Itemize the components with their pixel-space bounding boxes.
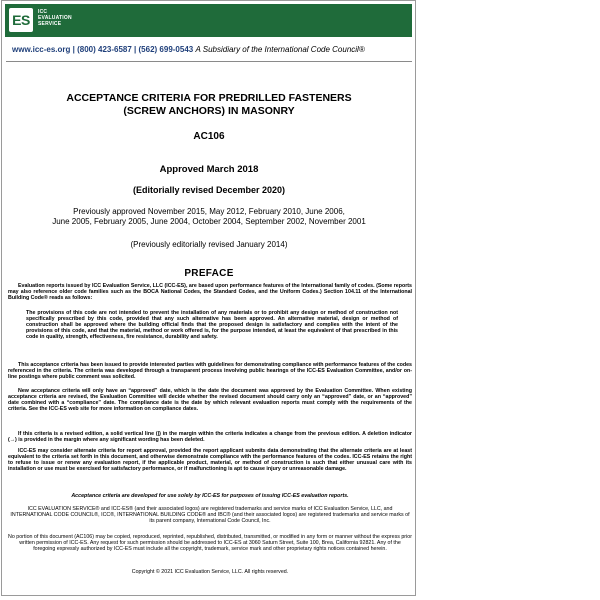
previously-approved-line-2: June 2005, February 2005, June 2004, October 2004, September 2002, November 2001 xyxy=(52,217,366,226)
preface-heading: PREFACE xyxy=(184,268,234,279)
contact-row xyxy=(12,45,412,54)
document-page xyxy=(1,0,416,596)
previously-approved-line-1: Previously approved November 2015, May 2012, February 2010, June 2006, xyxy=(73,207,345,216)
preface-paragraph-5: ICC-ES may consider alternate criteria for report approval, provided the report applicant submits data demonstrating that the alternate criteria are at least equivalent to the criteria set forth in this document, and otherwise demonstrate compliance with the performance features of the codes. ICC-ES retains the right to refuse to issue or renew any evaluation report, if the applicable product, material, or method of construction is such that either unusual care with its installation or use must be exercised for satisfactory performance, or if malfunctioning is apt to cause injury or unreasonable damage. xyxy=(8,448,412,473)
logo-letters: ES xyxy=(12,12,30,28)
document-title xyxy=(12,92,406,118)
copyright-line: Copyright © 2021 ICC Evaluation Service, LLC. All rights reserved. xyxy=(131,569,289,575)
editorially-revised-date: (Editorially revised December 2020) xyxy=(132,185,286,195)
header-divider xyxy=(6,61,412,62)
preface-paragraph-4: If this criteria is a revised edition, a solid vertical line (|) in the margin within the criteria indicates a change from the previous edition. A deletion indicator (→) is provided in the margin where any significant wording has been deleted. xyxy=(8,431,412,444)
logo-line-1: ICC xyxy=(38,9,48,15)
title-line-2: (SCREW ANCHORS) IN MASONRY xyxy=(123,105,295,117)
logo-line-2: EVALUATION xyxy=(38,15,72,21)
website-link[interactable]: www.icc-es.org xyxy=(12,45,71,54)
logo-line-3: SERVICE xyxy=(38,21,62,27)
usage-note: Acceptance criteria are developed for use solely by ICC-ES for purposes of issuing ICC-ES evaluation reports. xyxy=(71,493,349,499)
approved-date: Approved March 2018 xyxy=(159,164,259,175)
trademark-notice: ICC EVALUATION SERVICE® and ICC-ES® (and their associated logos) are registered trademarks and service marks of ICC Evaluation Service, LLC, and INTERNATIONAL CODE COUNCIL®, ICC®, INTERNATIONAL BUILDING CODE® and IBC® (and their associated logos) are registered trademarks and service marks of its parent company, International Code Council, Inc. xyxy=(10,506,410,525)
document-code: AC106 xyxy=(193,131,225,142)
preface-paragraph-2: This acceptance criteria has been issued to provide interested parties with guidelines for demonstrating compliance with performance features of the codes referenced in the criteria. The criteria was developed through a transparent process involving public hearings of the ICC-ES Evaluation Committee, and/or on-line postings where public comment was solicited. xyxy=(8,362,412,381)
logo-text xyxy=(38,9,72,27)
previously-editorially-revised: (Previously editorially revised January 2014) xyxy=(130,240,288,249)
separator: | xyxy=(134,45,139,54)
phone-2: (562) 699-0543 xyxy=(138,45,194,54)
previously-approved xyxy=(12,207,406,227)
phone-1: (800) 423-6587 xyxy=(77,45,132,54)
subsidiary-note: A Subsidiary of the International Code Council® xyxy=(195,45,365,54)
preface-paragraph-3: New acceptance criteria will only have an “approved” date, which is the date the document was approved by the Evaluation Committee. When existing acceptance criteria are revised, the Evaluation Committee will decide whether the revised document should carry only an “approved” date, or an “approved” date combined with a “compliance” date. The compliance date is the date by which relevant evaluation reports must comply with the requirements of the criteria. See the ICC-ES web site for more information on compliance dates. xyxy=(8,388,412,413)
header-banner xyxy=(5,4,412,37)
title-line-1: ACCEPTANCE CRITERIA FOR PREDRILLED FASTENERS xyxy=(66,92,352,104)
separator: | xyxy=(72,45,78,54)
code-quotation: The provisions of this code are not intended to prevent the installation of any materials or to prohibit any design or method of construction not specifically prescribed by this code, provided that any such alternative has been approved. An alternative material, design or method of construction shall be approved where the building official finds that the proposed design is satisfactory and complies with the intent of the provisions of this code, and that the material, method or work offered is, for the purpose intended, at least the equivalent of that prescribed in this code in quality, strength, effectiveness, fire resistance, durability and safety. xyxy=(26,310,398,341)
copyright-permission-notice: No portion of this document (AC106) may be copied, reproduced, reprinted, republished, distributed, transmitted, or modified in any form or manner without the express prior written permission of ICC-ES. Any request for such permission should be addressed to ICC-ES at 3060 Saturn Street, Suite 100, Brea, California 92821. Any of the foregoing expressly authorized by ICC-ES must include all the copyright, trademark, service mark and other proprietary rights notices contained herein. xyxy=(8,534,412,553)
preface-paragraph-1: Evaluation reports issued by ICC Evaluation Service, LLC (ICC-ES), are based upon performance features of the International family of codes. (Some reports may also reference older code families such as the BOCA National Codes, the Standard Codes, and the Uniform Codes.) Section 104.11 of the International Building Code® reads as follows: xyxy=(8,283,412,302)
icc-es-logo xyxy=(9,8,33,32)
